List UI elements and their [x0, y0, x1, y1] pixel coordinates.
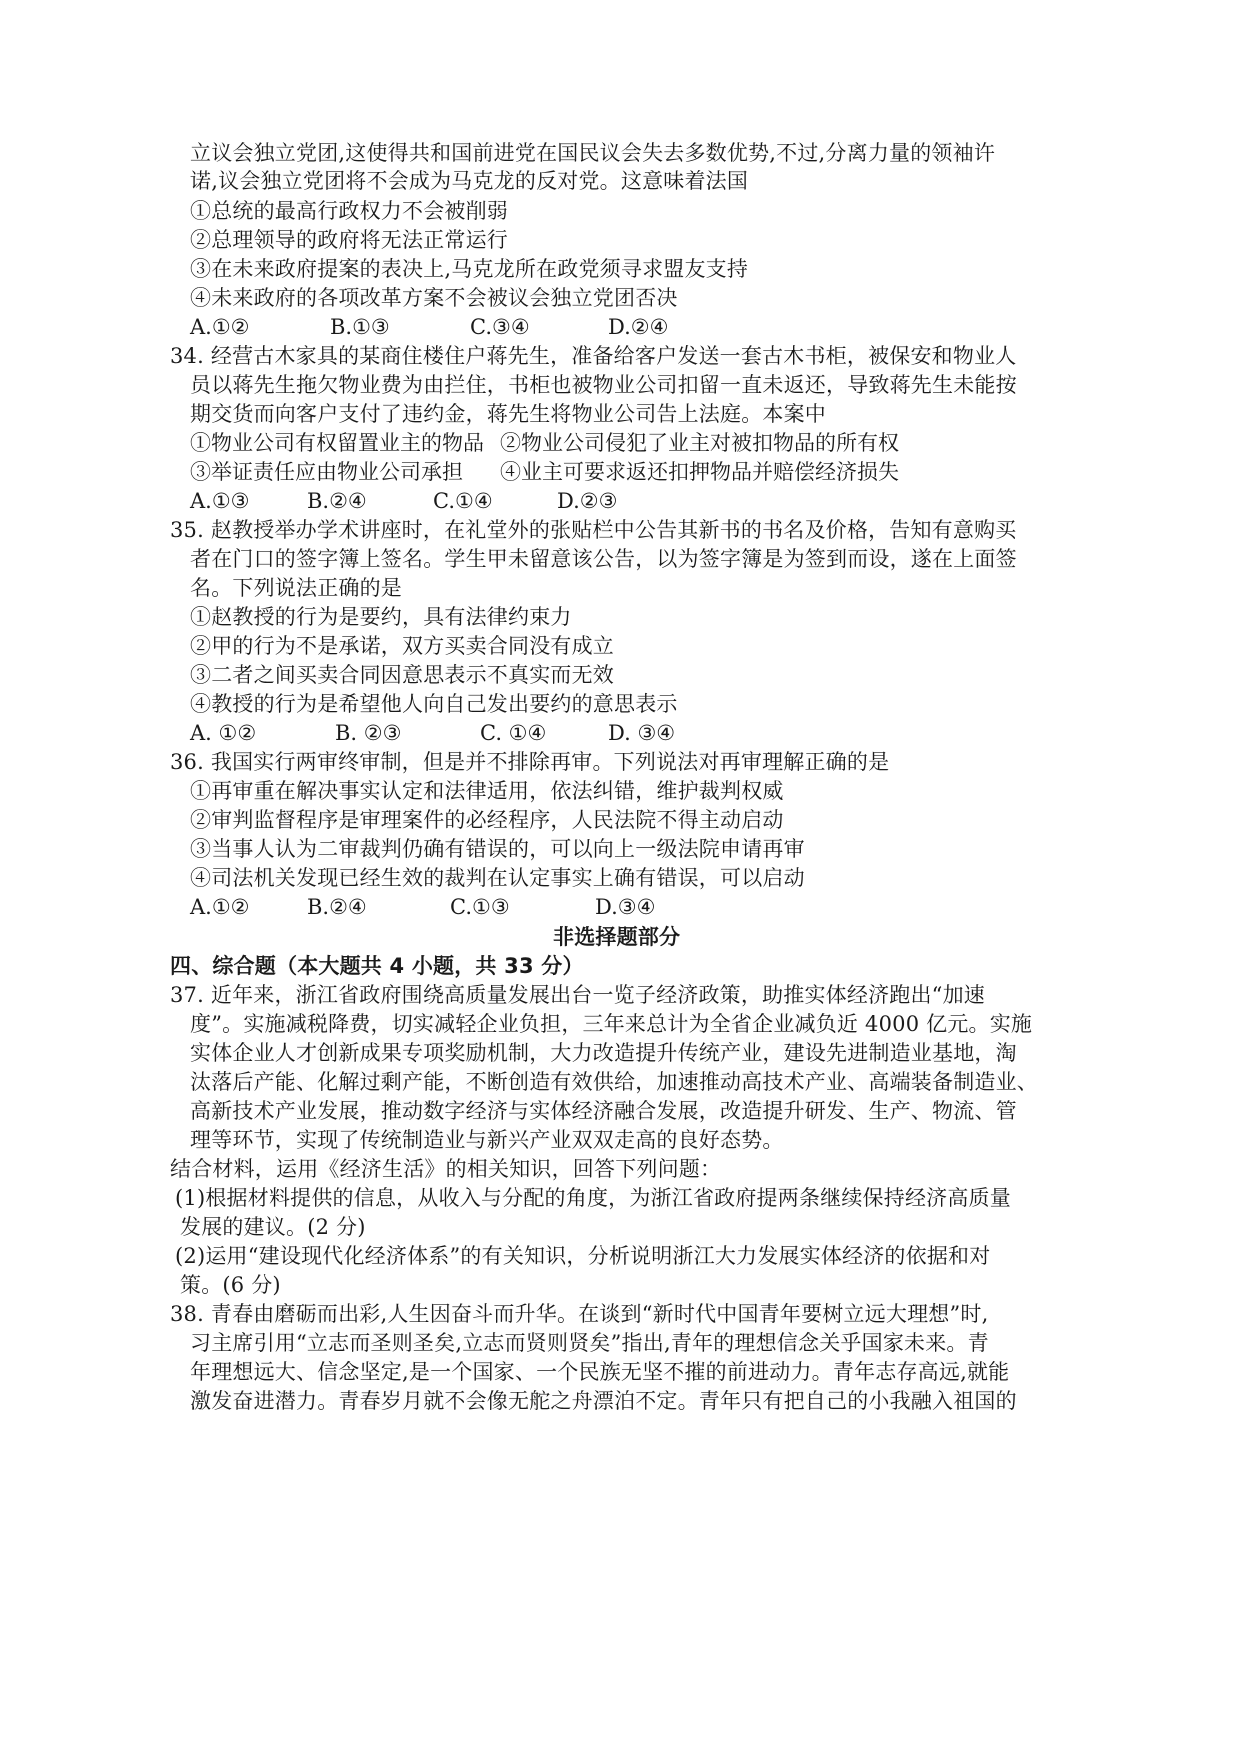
- q34-item-2: ②物业公司侵犯了业主对被扣物品的所有权: [500, 431, 899, 455]
- q36-item-1: ①再审重在解决事实认定和法律适用，依法纠错，维护裁判权威: [190, 779, 784, 803]
- q37-line-4: 汰落后产能、化解过剩产能，不断创造有效供给，加速推动高技术产业、高端装备制造业、: [190, 1070, 1038, 1094]
- q34-line-1: 34. 经营古木家具的某商住楼住户蒋先生，准备给客户发送一套古木书柜，被保安和物业人: [170, 344, 1017, 368]
- q38-line-3: 年理想远大、信念坚定,是一个国家、一个民族无坚不摧的前进动力。青年志存高远,就能: [190, 1360, 1010, 1384]
- section-heading: 非选择题部分: [553, 925, 681, 949]
- q37-sub1-line-1: (1)根据材料提供的信息，从收入与分配的角度，为浙江省政府提两条继续保持经济高质量: [175, 1186, 1011, 1210]
- q36-option-d[interactable]: D.③④: [595, 895, 656, 919]
- q35-item-4: ④教授的行为是希望他人向自己发出要约的意思表示: [190, 692, 678, 716]
- q33-options: [190, 314, 790, 340]
- q33-line-2: 诺,议会独立党团将不会成为马克龙的反对党。这意味着法国: [190, 169, 749, 193]
- q34-line-2: 员以蒋先生拖欠物业费为由拦住，书柜也被物业公司扣留一直未返还，导致蒋先生未能按: [190, 373, 1017, 397]
- q35-option-a[interactable]: A. ①②: [190, 721, 257, 745]
- q33-item-1: ①总统的最高行政权力不会被削弱: [190, 199, 508, 223]
- q35-item-2: ②甲的行为不是承诺，双方买卖合同没有成立: [190, 634, 614, 658]
- q35-option-c[interactable]: C. ①④: [480, 721, 547, 745]
- q37-line-2: 度”。实施减税降费，切实减轻企业负担，三年来总计为全省企业减负近 4000 亿元。实施: [190, 1012, 1033, 1036]
- q34-item-3: ③举证责任应由物业公司承担: [190, 460, 463, 484]
- q33-item-4: ④未来政府的各项改革方案不会被议会独立党团否决: [190, 286, 678, 310]
- q33-option-a[interactable]: A.①②: [190, 315, 250, 339]
- q35-item-3: ③二者之间买卖合同因意思表示不真实而无效: [190, 663, 614, 687]
- q36-option-a[interactable]: A.①②: [190, 895, 250, 919]
- q34-option-a[interactable]: A.①③: [190, 489, 250, 513]
- q34-options: [190, 488, 790, 514]
- q36-item-4: ④司法机关发现已经生效的裁判在认定事实上确有错误，可以启动: [190, 866, 805, 890]
- q37-line-1: 37. 近年来，浙江省政府围绕高质量发展出台一览子经济政策，助推实体经济跑出“加速: [170, 983, 986, 1007]
- q36-option-b[interactable]: B.②④: [307, 895, 367, 919]
- q33-option-c[interactable]: C.③④: [470, 315, 530, 339]
- q36-line-1: 36. 我国实行两审终审制，但是并不排除再审。下列说法对再审理解正确的是: [170, 750, 890, 774]
- q34-item-4: ④业主可要求返还扣押物品并赔偿经济损失: [500, 460, 899, 484]
- q33-item-3: ③在未来政府提案的表决上,马克龙所在政党须寻求盟友支持: [190, 257, 749, 281]
- q38-line-2: 习主席引用“立志而圣则圣矣,立志而贤则贤矣”指出,青年的理想信念关乎国家未来。青: [190, 1331, 989, 1355]
- q38-line-1: 38. 青春由磨砺而出彩,人生因奋斗而升华。在谈到“新时代中国青年要树立远大理想”时,: [170, 1302, 989, 1326]
- q36-item-3: ③当事人认为二审裁判仍确有错误的，可以向上一级法院申请再审: [190, 837, 805, 861]
- q37-line-6: 理等环节，实现了传统制造业与新兴产业双双走高的良好态势。: [190, 1128, 784, 1152]
- q35-option-d[interactable]: D. ③④: [608, 721, 676, 745]
- q34-option-b[interactable]: B.②④: [307, 489, 367, 513]
- q37-line-5: 高新技术产业发展，推动数字经济与实体经济融合发展，改造提升研发、生产、物流、管: [190, 1099, 1017, 1123]
- q35-options: [190, 720, 790, 746]
- q37-sub1-line-2: 发展的建议。(2 分): [180, 1215, 366, 1239]
- q35-item-1: ①赵教授的行为是要约，具有法律约束力: [190, 605, 572, 629]
- q34-items-row-1: [190, 430, 990, 456]
- q34-line-3: 期交货而向客户支付了违约金，蒋先生将物业公司告上法庭。本案中: [190, 402, 826, 426]
- q36-option-c[interactable]: C.①③: [450, 895, 510, 919]
- q33-option-b[interactable]: B.①③: [330, 315, 390, 339]
- q37-sub2-line-1: (2)运用“建设现代化经济体系”的有关知识，分析说明浙江大力发展实体经济的依据和对: [175, 1244, 991, 1268]
- q37-prompt: 结合材料，运用《经济生活》的相关知识，回答下列问题：: [170, 1157, 722, 1181]
- q37-sub2-line-2: 策。(6 分): [180, 1273, 281, 1297]
- section-title: 四、综合题（本大题共 4 小题，共 33 分）: [170, 954, 584, 978]
- q35-line-1: 35. 赵教授举办学术讲座时，在礼堂外的张贴栏中公告其新书的书名及价格，告知有意购买: [170, 518, 1017, 542]
- q34-item-1: ①物业公司有权留置业主的物品: [190, 431, 484, 455]
- q33-line-1: 立议会独立党团,这使得共和国前进党在国民议会失去多数优势,不过,分离力量的领袖许: [190, 141, 996, 165]
- q36-item-2: ②审判监督程序是审理案件的必经程序，人民法院不得主动启动: [190, 808, 784, 832]
- q33-option-d[interactable]: D.②④: [608, 315, 669, 339]
- q35-line-2: 者在门口的签字簿上签名。学生甲未留意该公告，以为签字簿是为签到而设，遂在上面签: [190, 547, 1017, 571]
- q35-option-b[interactable]: B. ②③: [335, 721, 402, 745]
- q33-item-2: ②总理领导的政府将无法正常运行: [190, 228, 508, 252]
- q37-line-3: 实体企业人才创新成果专项奖励机制，大力改造提升传统产业，建设先进制造业基地，淘: [190, 1041, 1017, 1065]
- q34-option-d[interactable]: D.②③: [557, 489, 618, 513]
- q34-items-row-2: [190, 459, 990, 485]
- q36-options: [190, 894, 790, 920]
- q35-line-3: 名。下列说法正确的是: [190, 576, 402, 600]
- q34-option-c[interactable]: C.①④: [433, 489, 493, 513]
- q38-line-4: 激发奋进潜力。青春岁月就不会像无舵之舟漂泊不定。青年只有把自己的小我融入祖国的: [190, 1389, 1017, 1413]
